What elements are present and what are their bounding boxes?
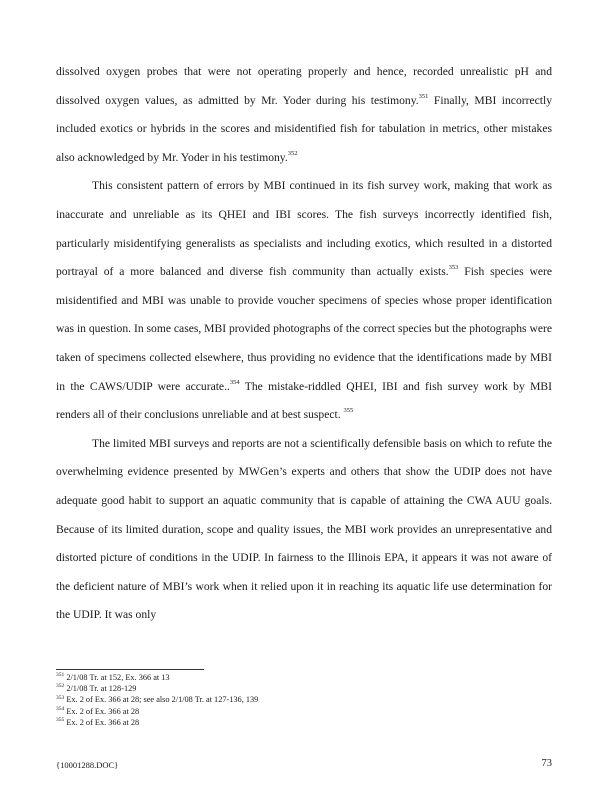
- footnote-number: 354: [56, 705, 65, 712]
- footnote-ref: 352: [287, 149, 298, 157]
- footnote-text: Ex. 2 of Ex. 366 at 28; see also 2/1/08 Tr. at 127-136, 139: [66, 695, 259, 705]
- footnote-text: Ex. 2 of Ex. 366 at 28: [66, 706, 140, 716]
- footnote-text: 2/1/08 Tr. at 152, Ex. 366 at 13: [66, 673, 170, 682]
- footnote-ref: 354: [229, 378, 240, 386]
- text-run: The limited MBI surveys and reports are not a scientifically defensible basis on which to refute the overwhelming evidence presented by MWGen’s experts and others that show the UDIP does not have adequate good habit to support an aquatic community that is capable of attaining the CWA AUU goals. Because of its limited duration, scope and quality issues, the MBI work provides an unrepresentative and distorted picture of conditions in the UDIP. In fairness to the Illinois EPA, it appears it was not aware of the deficient nature of MBI’s work when it relied upon it in reaching its aquatic life use determination for the UDIP. It was only: [56, 436, 552, 622]
- footnote-ref: 353: [448, 264, 459, 272]
- paragraph: [56, 58, 552, 172]
- body-text: [56, 58, 552, 630]
- text-run: dissolved oxygen probes that were not operating properly and hence, recorded unrealistic pH and dissolved oxygen values, as admitted by Mr. Yoder during his testimony.: [56, 65, 552, 107]
- footnote: [56, 672, 552, 683]
- footnote-ref: 351: [418, 92, 429, 100]
- footnote-number: 353: [56, 694, 65, 701]
- footnote: [56, 717, 552, 728]
- footnote-text: 2/1/08 Tr. at 128-129: [66, 684, 137, 694]
- footnote-number: 355: [56, 717, 65, 724]
- footnote-number: 351: [56, 672, 65, 679]
- footnote-number: 352: [56, 683, 65, 690]
- footnote: [56, 706, 552, 717]
- footnote-separator: [56, 669, 204, 670]
- paragraph: [56, 172, 552, 429]
- paragraph: [56, 430, 552, 630]
- footnote: [56, 683, 552, 694]
- document-id: {10001288.DOC}: [56, 760, 119, 770]
- page-number: 73: [541, 758, 552, 769]
- footnote-ref: 355: [343, 407, 354, 415]
- footnote: [56, 694, 552, 705]
- text-run: This consistent pattern of errors by MBI continued in its fish survey work, making that work as inaccurate and unreliable as its QHEI and IBI scores. The fish surveys incorrectly identified fish, particularly misidentifying generalists as specialists and including exotics, which resulted in a distorted portrayal of a more balanced and diverse fish community than actually exists.: [56, 179, 552, 279]
- footnote-text: Ex. 2 of Ex. 366 at 28: [66, 717, 140, 727]
- footnotes: [56, 672, 552, 728]
- text-run: Finally, MBI incorrectly included exotics or hybrids in the scores and misidentified fish for tabulation in metrics, other mistakes also acknowledged by Mr. Yoder in his testimony.: [56, 93, 553, 164]
- text-run: Fish species were misidentified and MBI was unable to provide voucher specimens of species whose proper identification was in question. In some cases, MBI provided photographs of the correct species but the photographs were taken of specimens collected elsewhere, thus providing no evidence that the identifications made by MBI in the CAWS/UDIP were accurate..: [56, 265, 552, 393]
- text-run: The mistake-riddled QHEI, IBI and fish survey work by MBI renders all of their conclusions unreliable and at best suspect.: [56, 379, 553, 422]
